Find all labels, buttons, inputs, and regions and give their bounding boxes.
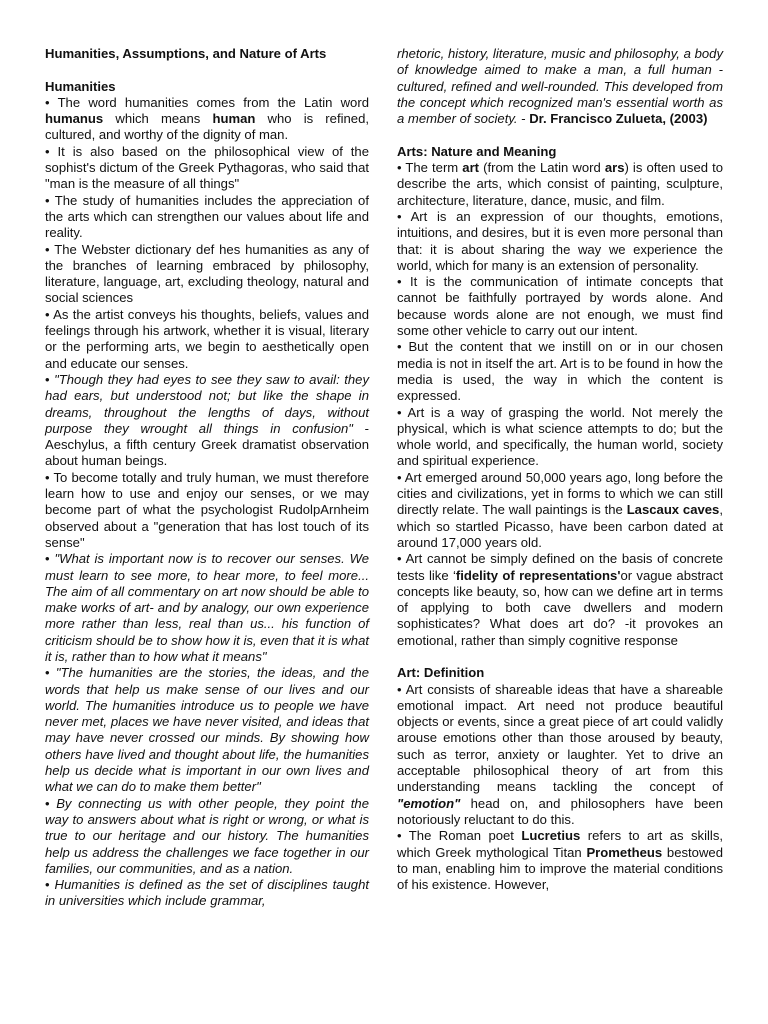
paragraph: • The word humanities comes from the Latin word humanus which means human who is refined, cultured, and worthy of the dignity of man. <box>45 94 369 143</box>
paragraph: • The study of humanities includes the appreciation of the arts which can strengthen our values about life and reality. <box>45 192 369 241</box>
quote-paragraph: • "Though they had eyes to see they saw to avail: they had ears, but understood not; but like the shape in dreams, throughout the lengths of days, without purpose they wrought all things in confusion" - Aeschylus, a fifth century Greek dramatist observation about human beings. <box>45 371 369 469</box>
italic-paragraph: • By connecting us with other people, they point the way to answers about what is right or wrong, or what is true to our heritage and our history. The humanities help us address the challenges we face together in our families, our communities, and as a nation. <box>45 795 369 876</box>
paragraph: • Art is a way of grasping the world. Not merely the physical, which is what science attempts to do; but the whole world, and specifically, the human world, society and spiritual experience. <box>397 404 724 469</box>
paragraph: • The term art (from the Latin word ars) is often used to describe the arts, which consist of painting, sculpture, architecture, literature, dance, music, and film. <box>397 160 723 208</box>
left-column <box>45 46 369 910</box>
paragraph: • The Webster dictionary def hes humanities as any of the branches of learning embraced by philosophy, literature, language, art, excluding theology, natural and social sciences <box>45 241 369 306</box>
paragraph: • It is the communication of intimate concepts that cannot be faithfully portrayed by words alone. And because words alone are not enough, we must find some other vehicle to carry out our intent. <box>397 274 723 339</box>
document-title: Humanities, Assumptions, and Nature of Arts <box>45 46 327 61</box>
paragraph: • The Roman poet Lucretius refers to art as skills, which Greek mythological Titan Prometheus bestowed to man, enabling him to improve the material conditions of his existence. However, <box>397 828 723 893</box>
paragraph: • It is also based on the philosophical view of the sophist's dictum of the Greek Pythagoras, who said that "man is the measure of all things" <box>45 143 369 192</box>
italic-paragraph: • Humanities is defined as the set of disciplines taught in universities which include grammar, <box>45 877 369 909</box>
paragraph: • To become totally and truly human, we must therefore learn how to use and enjoy our senses, or we may become part of what the psychologist RudolpArnheim observed about a "generation that has lost touch of its sense" <box>45 469 369 550</box>
quote-paragraph: • "The humanities are the stories, the ideas, and the words that help us make sense of our lives and our world. The humanities introduce us to people we have never met, places we have never visited, and ideas that may have never crossed our minds. By showing how others have lived and thought about life, the humanities help us decide what is important in our own lives and what we can do to make them better" <box>45 665 369 795</box>
paragraph: • Art emerged around 50,000 years ago, long before the cities and civilizations, yet in forms to which we can still directly relate. The wall paintings is the Lascaux caves, which so startled Picasso, have been carbon dated at around 17,000 years old. <box>397 469 724 550</box>
paragraph: • As the artist conveys his thoughts, beliefs, values and feelings through his artwork, whether it is visual, literary or the performing arts, we begin to aesthetically open and educate our senses. <box>45 306 369 371</box>
paragraph: • Art cannot be simply defined on the basis of concrete tests like ‘fidelity of representations'or vague abstract concepts like beauty, so, how can we define art in terms of applying to both cave dwellers and modern sophisticates? What does art do? -it provokes an emotional, rather than simply cognitive response <box>397 551 724 648</box>
paragraph: • Art consists of shareable ideas that have a shareable emotional impact. Art need not produce beautiful objects or events, since a great piece of art could validly arouse emotions other than those aroused by beauty, such as terror, anxiety or laughter. Yet to drive an acceptable philosophical theory of art from this understanding means tackling the concept of "emotion" head on, and philosophers have been notoriously reluctant to do this. <box>397 681 724 827</box>
continued-paragraph: rhetoric, history, literature, music and philosophy, a body of knowledge aimed to make a man, a full human - cultured, refined and well-rounded. This developed from the concept which recognized man's essential worth as a member of society. - Dr. Francisco Zulueta, (2003) <box>397 46 723 127</box>
heading-humanities: Humanities <box>45 78 116 94</box>
paragraph: • Art is an expression of our thoughts, emotions, intuitions, and desires, but it is even more personal than that: it is about sharing the way we experience the world, which for many is an extension of personality. <box>397 208 723 273</box>
right-column <box>397 46 723 893</box>
heading-arts-nature: Arts: Nature and Meaning <box>397 143 557 159</box>
heading-art-definition: Art: Definition <box>397 665 485 681</box>
paragraph: • But the content that we instill on or in our chosen media is not in itself the art. Art is to be found in how the media is used, the way in which the content is expressed. <box>397 339 723 404</box>
quote-paragraph: • "What is important now is to recover our senses. We must learn to see more, to hear more, to feel more... The aim of all commentary on art now should be able to make works of art- and by analogy, our own experience more rather than less, real than us... his function of criticism should be to show how it is, even that it is what it is, rather than to how what it means" <box>45 551 369 664</box>
